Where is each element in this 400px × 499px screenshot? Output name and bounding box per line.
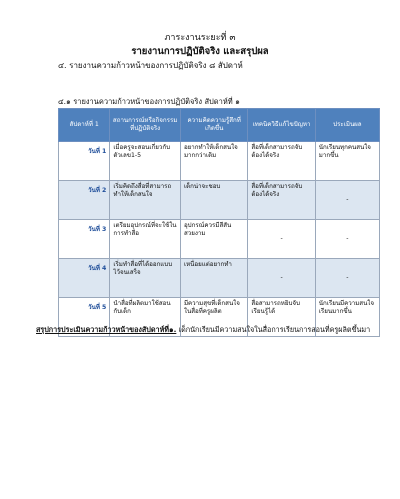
cell-feeling: เด็กน่าจะชอบ	[180, 181, 247, 220]
cell-result: -	[315, 259, 379, 298]
cell-activity: เริ่มทำสื่อที่ได้ออกแบบไว้จนเสร็จ	[110, 259, 181, 298]
cell-activity: เริ่มคิดถึงสื่อที่สามารถทำให้เด็กสนใจ	[110, 181, 181, 220]
cell-feeling: มีความสุขที่เด็กสนใจในสื่อที่ครูผลิต	[180, 298, 247, 337]
cell-activity: เตรียมอุปกรณ์ที่จะใช้ในการทำสื่อ	[110, 220, 181, 259]
progress-table	[58, 108, 380, 337]
summary-label: สรุปการประเมินความก้าวหน้าของสัปดาห์ที่๑.	[36, 325, 177, 334]
cell-feeling: อุปกรณ์ควรมีสีสันสวยงาม	[180, 220, 247, 259]
summary-paragraph	[36, 324, 376, 335]
cell-technique: -	[248, 259, 315, 298]
cell-feeling: อยากทำให้เด็กสนใจมากกว่าเดิม	[180, 142, 247, 181]
cell-result: -	[315, 181, 379, 220]
cell-activity: นำสื่อที่ผลิตมาใช้สอนกับเด็ก	[110, 298, 181, 337]
cell-week: วันที่ 5	[59, 298, 110, 337]
header-result: ประเมินผล	[315, 109, 379, 142]
header-technique: เทคนิควิธีแก้ไขปัญหา	[248, 109, 315, 142]
cell-technique: สื่อที่เด็กสามารถจับต้องได้จริง	[248, 181, 315, 220]
cell-technique: สื่อสามารถหยิบจับเรียนรู้ได้	[248, 298, 315, 337]
table-row	[59, 259, 380, 298]
cell-result: นักเรียนทุกคนสนใจมากขึ้น	[315, 142, 379, 181]
cell-week: วันที่ 4	[59, 259, 110, 298]
cell-technique: สื่อที่เด็กสามารถจับต้องได้จริง	[248, 142, 315, 181]
table-row	[59, 142, 380, 181]
table-row	[59, 181, 380, 220]
report-title: รายงานการปฏิบัติจริง และสรุปผล	[131, 46, 269, 57]
cell-result: -	[315, 220, 379, 259]
header-week: สัปดาห์ที่ 1	[59, 109, 110, 142]
cell-technique: -	[248, 220, 315, 259]
cell-result: นักเรียนมีความสนใจเรียนมากขึ้น	[315, 298, 379, 337]
cell-week: วันที่ 1	[59, 142, 110, 181]
summary-text: เด็กนักเรียนมีความสนใจในสื่อการเรียนการสอนที่ครูผลิตขึ้นมา	[178, 325, 371, 334]
header-activity: สถานการณ์หรือกิจกรรมที่ปฏิบัติจริง	[110, 109, 181, 142]
cell-feeling: เหนื่อยแต่อยากทำ	[180, 259, 247, 298]
header-feeling: ความคิดความรู้สึกที่เกิดขึ้น	[180, 109, 247, 142]
cell-activity: เมื่อครูจะสอนเกี่ยวกับตัวเลข1-5	[110, 142, 181, 181]
table-row	[59, 220, 380, 259]
cell-week: วันที่ 2	[59, 181, 110, 220]
table-header-row	[59, 109, 380, 142]
cell-week: วันที่ 3	[59, 220, 110, 259]
phase-title: ภาระงานระยะที่ ๓	[164, 33, 236, 43]
subsection-title-text: ๔.๑ รายงานความก้าวหน้าของการปฏิบัติจริง สัปดาห์ที่ ๑	[58, 97, 240, 106]
section-heading: ๔. รายงานความก้าวหน้าของการปฏิบัติจริง ๘ สัปดาห์	[58, 61, 243, 70]
